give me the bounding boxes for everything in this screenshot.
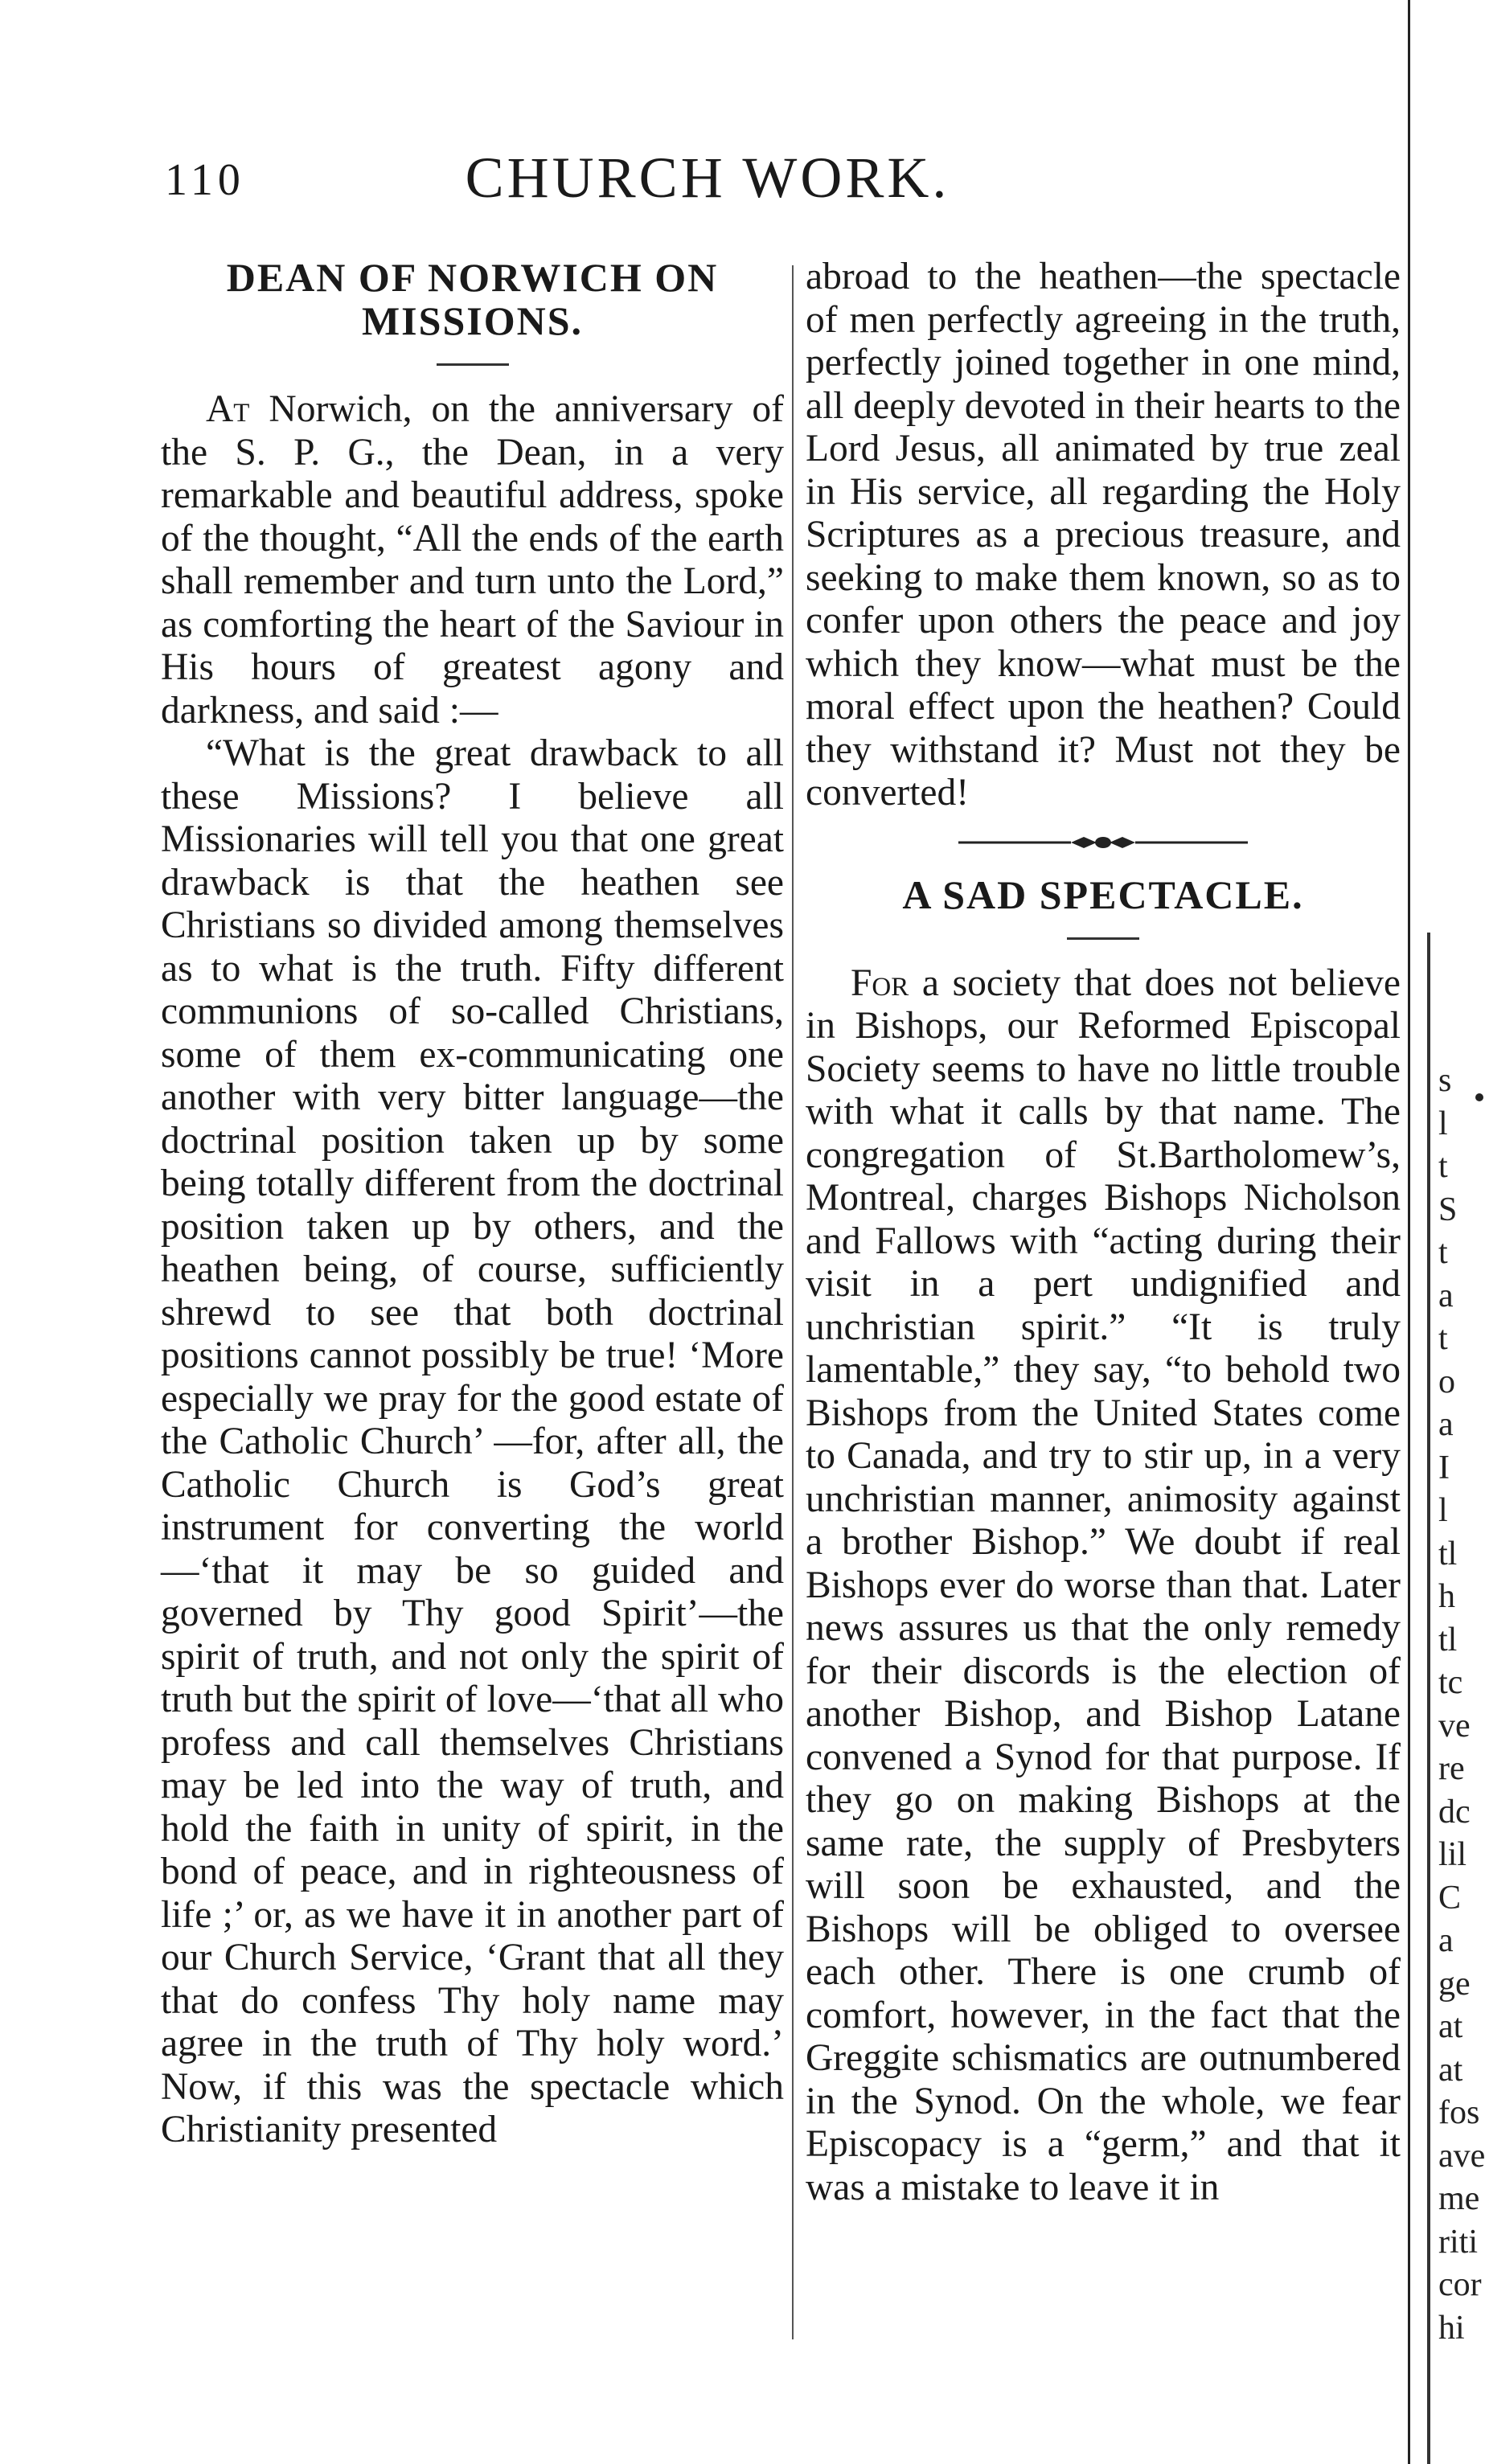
dropcap-lead: At <box>206 388 250 430</box>
bleed-text-fragment: ve <box>1438 1707 1471 1744</box>
column-divider <box>792 265 794 2339</box>
adjacent-page-bleed <box>1403 0 1485 2464</box>
bleed-text-fragment: re <box>1438 1750 1465 1787</box>
article-title-dean-of-norwich: DEAN OF NORWICH ON MISSIONS. <box>226 255 719 343</box>
bleed-text-fragment: C <box>1438 1879 1462 1917</box>
bleed-text-fragment: a <box>1438 1922 1454 1959</box>
article1-paragraph-1: At Norwich, on the anniversary of the S. P. G., the Dean, in a very remarkable and beautiful address, spoke of the thought, “All the ends of the earth shall remember and turn unto the Lord,” as comforting the heart of the Saviour in His hours of greatest agony and darkness, and said :— <box>161 388 784 732</box>
bleed-text-fragment: hi <box>1438 2309 1465 2347</box>
bleed-text-fragment: a <box>1438 1277 1454 1314</box>
page-edge-line <box>1427 933 1430 2464</box>
bleed-text-fragment: l <box>1438 1492 1448 1529</box>
article1-paragraph-continued: abroad to the heathen—the spectacle of men perfectly agreeing in the truth, perfectly joined together in one mind, all deeply devoted in their hearts to the Lord Jesus, all animated by true zeal in His service, all regarding the Holy Scriptures as a precious treasure, and seeking to make them known, so as to confer upon others the peace and joy which they know—what must be the moral effect upon the heathen? Could they withstand it? Must not they be converted! <box>806 256 1401 814</box>
bleed-text-fragment: ge <box>1438 1965 1471 2003</box>
running-title: CHURCH WORK. <box>465 146 950 210</box>
bleed-text-fragment: tc <box>1438 1664 1463 1701</box>
bleed-text-fragment: o <box>1438 1363 1455 1400</box>
article-title-sad-spectacle: A SAD SPECTACLE. <box>902 871 1304 917</box>
bleed-text-fragment: t <box>1438 1234 1448 1271</box>
bleed-text-fragment: me <box>1438 2180 1480 2217</box>
bleed-text-fragment: s <box>1438 1062 1452 1099</box>
bleed-text-fragment: at <box>1438 2051 1463 2089</box>
bleed-text-fragment: lil <box>1438 1836 1467 1873</box>
left-column <box>161 256 784 2152</box>
right-column <box>806 256 1401 2209</box>
bleed-text-fragment: tl <box>1438 1621 1458 1658</box>
bleed-text-fragment: S <box>1438 1191 1458 1228</box>
bleed-text-fragment: at <box>1438 2008 1463 2045</box>
bleed-text-fragment: riti <box>1438 2223 1478 2261</box>
bleed-text-fragment: I <box>1438 1449 1450 1486</box>
bleed-text-fragment: l <box>1438 1105 1448 1142</box>
title-rule <box>437 363 509 366</box>
bleed-text-fragment: ave <box>1438 2137 1485 2175</box>
bleed-text-fragment: t <box>1438 1320 1448 1357</box>
bleed-text-fragment: a <box>1438 1406 1454 1443</box>
bleed-text-fragment: fos <box>1438 2094 1480 2131</box>
bleed-text-fragment: tl <box>1438 1535 1458 1572</box>
title-rule <box>1067 937 1139 940</box>
article2-paragraph-1: For a society that does not believe in Bishops, our Reformed Episcopal Society seems to have no little trouble with what it calls by that name. The congregation of St.Bartholomew’s, Montreal, charges Bishops Nicholson and Fallows with “acting during their visit in a pert undignified and unchristian spirit.” “It is truly lamentable,” they say, “to behold two Bishops from the United States come to Canada, and try to stir up, in a very unchristian manner, animosity against a brother Bishop.” We doubt if real Bishops ever do worse than that. Later news assures us that the only remedy for their discords is the election of another Bishop, and Bishop Latane convened a Synod for that purpose. If they go on making Bishops at the same rate, the supply of Presbyters will soon be exhausted, and the Bishops will be obliged to oversee each other. There is one crumb of comfort, however, in the fact that the Greggite schismatics are outnumbered in the Synod. On the whole, we fear Episcopacy is a “germ,” and that it was a mistake to leave it in <box>806 961 1401 2208</box>
article1-paragraph-2: “What is the great drawback to all these Missions? I believe all Missionaries will tell you that one great drawback is that the heathen see Christians so divided among themselves as to what is the truth. Fifty different communions of so-called Christians, some of them ex-communicating one another with very bitter language—the doctrinal position taken up by some being totally different from the doctrinal position taken up by others, and the heathen being, of course, sufficiently shrewd to see that both doctrinal positions cannot possibly be true! ‘More especially we pray for the good estate of the Catholic Church’ —for, after all, the Catholic Church is God’s great instrument for converting the world—‘that it may be so guided and governed by Thy good Spirit’—the spirit of truth, and not only the spirit of truth but the spirit of love—‘that all who profess and call themselves Christians may be led into the way of truth, and hold the faith in unity of spirit, in the bond of peace, and in righteousness of life ;’ or, as we have it in another part of our Church Service, ‘Grant that all they that do confess Thy holy name may agree in the truth of Thy holy word.’ Now, if this was the spectacle which Christianity presented <box>161 732 784 2150</box>
ornament-divider-icon <box>958 833 1248 852</box>
page-edge-line <box>1408 0 1410 2464</box>
ink-speck <box>1475 1093 1483 1101</box>
dropcap-lead: For <box>851 961 909 1004</box>
bleed-text-fragment: cor <box>1438 2266 1482 2303</box>
bleed-text-fragment: dc <box>1438 1793 1471 1831</box>
bleed-text-fragment: t <box>1438 1148 1448 1185</box>
bleed-text-fragment: h <box>1438 1578 1455 1615</box>
page-number: 110 <box>165 155 245 205</box>
